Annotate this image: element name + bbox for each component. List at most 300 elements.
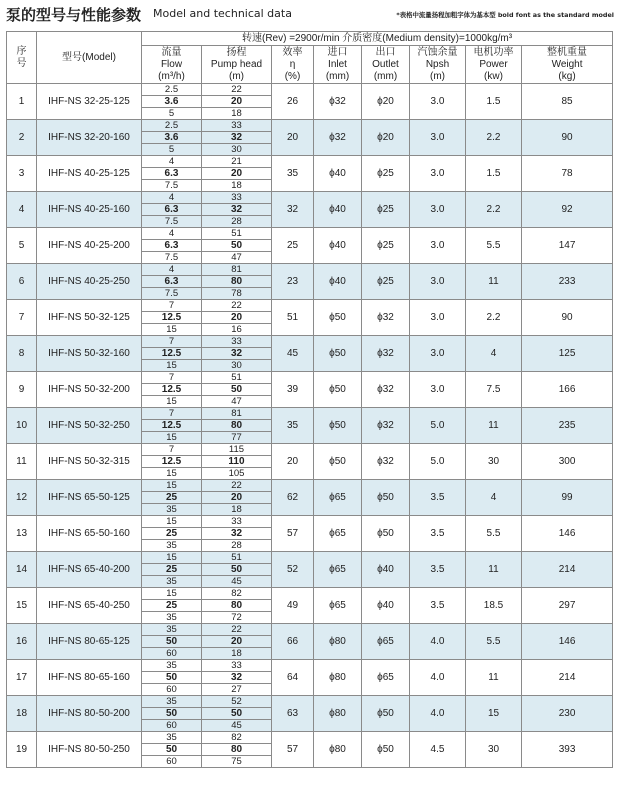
weight-cell: 235 — [522, 408, 613, 444]
col-head-header: 扬程 Pump head (m) — [202, 46, 272, 84]
outlet-cell: ϕ65 — [362, 624, 410, 660]
outlet-cell: ϕ25 — [362, 192, 410, 228]
weight-cell: 85 — [522, 84, 613, 120]
outlet-cell: ϕ32 — [362, 408, 410, 444]
flow-cell: 3.6 — [142, 132, 202, 144]
table-row — [7, 660, 613, 672]
npsh-cell: 5.0 — [410, 408, 466, 444]
col-model-header: 型号(Model) — [37, 32, 142, 84]
head-cell: 18 — [202, 108, 272, 120]
weight-cell: 147 — [522, 228, 613, 264]
power-cell: 7.5 — [466, 372, 522, 408]
head-cell: 22 — [202, 480, 272, 492]
head-cell: 20 — [202, 312, 272, 324]
table-row — [7, 408, 613, 420]
flow-cell: 2.5 — [142, 120, 202, 132]
flow-cell: 7 — [142, 336, 202, 348]
flow-cell: 25 — [142, 600, 202, 612]
npsh-cell: 4.5 — [410, 732, 466, 768]
weight-cell: 92 — [522, 192, 613, 228]
flow-cell: 15 — [142, 396, 202, 408]
flow-cell: 15 — [142, 588, 202, 600]
npsh-cell: 3.0 — [410, 120, 466, 156]
col-flow-header: 流量 Flow (m³/h) — [142, 46, 202, 84]
flow-cell: 4 — [142, 192, 202, 204]
table-row — [7, 228, 613, 240]
inlet-cell: ϕ65 — [314, 480, 362, 516]
pump-row-group — [7, 516, 613, 552]
flow-cell: 6.3 — [142, 168, 202, 180]
head-cell: 51 — [202, 228, 272, 240]
weight-cell: 230 — [522, 696, 613, 732]
row-number-cell: 3 — [7, 156, 37, 192]
table-header — [7, 32, 613, 84]
power-cell: 15 — [466, 696, 522, 732]
row-number-cell: 2 — [7, 120, 37, 156]
npsh-cell: 4.0 — [410, 624, 466, 660]
flow-cell: 25 — [142, 492, 202, 504]
head-cell: 32 — [202, 528, 272, 540]
npsh-cell: 3.0 — [410, 84, 466, 120]
flow-cell: 50 — [142, 708, 202, 720]
flow-cell: 60 — [142, 756, 202, 768]
flow-cell: 60 — [142, 720, 202, 732]
head-cell: 110 — [202, 456, 272, 468]
head-cell: 22 — [202, 624, 272, 636]
outlet-cell: ϕ40 — [362, 552, 410, 588]
pump-row-group — [7, 660, 613, 696]
pump-row-group — [7, 84, 613, 120]
head-cell: 30 — [202, 360, 272, 372]
npsh-cell: 3.5 — [410, 552, 466, 588]
pump-row-group — [7, 264, 613, 300]
table-row — [7, 696, 613, 708]
npsh-cell: 3.0 — [410, 192, 466, 228]
flow-cell: 5 — [142, 144, 202, 156]
power-cell: 11 — [466, 264, 522, 300]
pump-row-group — [7, 120, 613, 156]
efficiency-cell: 32 — [272, 192, 314, 228]
head-cell: 77 — [202, 432, 272, 444]
power-cell: 5.5 — [466, 516, 522, 552]
row-number-cell: 5 — [7, 228, 37, 264]
efficiency-cell: 26 — [272, 84, 314, 120]
power-cell: 5.5 — [466, 624, 522, 660]
efficiency-cell: 57 — [272, 732, 314, 768]
efficiency-cell: 57 — [272, 516, 314, 552]
model-cell: IHF-NS 40-25-125 — [37, 156, 142, 192]
table-row — [7, 444, 613, 456]
head-cell: 20 — [202, 96, 272, 108]
flow-cell: 60 — [142, 684, 202, 696]
flow-cell: 7 — [142, 444, 202, 456]
head-cell: 18 — [202, 180, 272, 192]
flow-cell: 50 — [142, 672, 202, 684]
row-number-cell: 15 — [7, 588, 37, 624]
efficiency-cell: 63 — [272, 696, 314, 732]
head-cell: 45 — [202, 576, 272, 588]
inlet-cell: ϕ50 — [314, 336, 362, 372]
page-subtitle: Model and technical data — [153, 7, 292, 20]
col-efficiency-header: 效率 η (%) — [272, 46, 314, 84]
outlet-cell: ϕ50 — [362, 480, 410, 516]
flow-cell: 12.5 — [142, 312, 202, 324]
table-row — [7, 624, 613, 636]
head-cell: 51 — [202, 372, 272, 384]
flow-cell: 15 — [142, 360, 202, 372]
pump-row-group — [7, 480, 613, 516]
pump-row-group — [7, 336, 613, 372]
head-cell: 18 — [202, 504, 272, 516]
head-cell: 30 — [202, 144, 272, 156]
efficiency-cell: 62 — [272, 480, 314, 516]
head-cell: 50 — [202, 708, 272, 720]
flow-cell: 3.6 — [142, 96, 202, 108]
flow-cell: 4 — [142, 264, 202, 276]
table-row — [7, 336, 613, 348]
flow-cell: 6.3 — [142, 204, 202, 216]
table-row — [7, 300, 613, 312]
power-cell: 30 — [466, 732, 522, 768]
flow-cell: 35 — [142, 576, 202, 588]
operating-conditions-header: 转速(Rev) =2900r/min 介质密度(Medium density)=1000kg/m³ — [142, 32, 613, 46]
flow-cell: 15 — [142, 324, 202, 336]
model-cell: IHF-NS 50-32-125 — [37, 300, 142, 336]
model-cell: IHF-NS 40-25-200 — [37, 228, 142, 264]
flow-cell: 7.5 — [142, 216, 202, 228]
row-number-cell: 9 — [7, 372, 37, 408]
flow-cell: 50 — [142, 636, 202, 648]
flow-cell: 12.5 — [142, 456, 202, 468]
model-cell: IHF-NS 32-20-160 — [37, 120, 142, 156]
model-cell: IHF-NS 80-65-160 — [37, 660, 142, 696]
head-cell: 78 — [202, 288, 272, 300]
flow-cell: 35 — [142, 540, 202, 552]
outlet-cell: ϕ32 — [362, 300, 410, 336]
flow-cell: 4 — [142, 228, 202, 240]
flow-cell: 35 — [142, 624, 202, 636]
head-cell: 20 — [202, 492, 272, 504]
model-cell: IHF-NS 80-65-125 — [37, 624, 142, 660]
col-weight-header: 整机重量 Weight (kg) — [522, 46, 613, 84]
efficiency-cell: 25 — [272, 228, 314, 264]
pump-row-group — [7, 408, 613, 444]
flow-cell: 6.3 — [142, 276, 202, 288]
pump-row-group — [7, 192, 613, 228]
efficiency-cell: 35 — [272, 408, 314, 444]
weight-cell: 99 — [522, 480, 613, 516]
npsh-cell: 3.0 — [410, 156, 466, 192]
efficiency-cell: 20 — [272, 444, 314, 480]
flow-cell: 35 — [142, 612, 202, 624]
inlet-cell: ϕ65 — [314, 588, 362, 624]
head-cell: 47 — [202, 252, 272, 264]
head-cell: 47 — [202, 396, 272, 408]
npsh-cell: 3.5 — [410, 516, 466, 552]
flow-cell: 12.5 — [142, 384, 202, 396]
head-cell: 32 — [202, 132, 272, 144]
power-cell: 5.5 — [466, 228, 522, 264]
inlet-cell: ϕ40 — [314, 192, 362, 228]
row-number-cell: 17 — [7, 660, 37, 696]
outlet-cell: ϕ25 — [362, 228, 410, 264]
head-cell: 27 — [202, 684, 272, 696]
pump-row-group — [7, 372, 613, 408]
head-cell: 22 — [202, 300, 272, 312]
flow-cell: 15 — [142, 432, 202, 444]
power-cell: 30 — [466, 444, 522, 480]
head-cell: 32 — [202, 672, 272, 684]
head-cell: 22 — [202, 84, 272, 96]
head-cell: 28 — [202, 540, 272, 552]
flow-cell: 15 — [142, 552, 202, 564]
inlet-cell: ϕ40 — [314, 264, 362, 300]
inlet-cell: ϕ50 — [314, 444, 362, 480]
flow-cell: 35 — [142, 504, 202, 516]
weight-cell: 78 — [522, 156, 613, 192]
inlet-cell: ϕ65 — [314, 552, 362, 588]
flow-cell: 15 — [142, 480, 202, 492]
inlet-cell: ϕ80 — [314, 696, 362, 732]
row-number-cell: 12 — [7, 480, 37, 516]
head-cell: 50 — [202, 384, 272, 396]
power-cell: 2.2 — [466, 300, 522, 336]
power-cell: 4 — [466, 480, 522, 516]
head-cell: 52 — [202, 696, 272, 708]
flow-cell: 7.5 — [142, 180, 202, 192]
pump-performance-table — [6, 31, 613, 768]
flow-cell: 7 — [142, 372, 202, 384]
model-cell: IHF-NS 40-25-160 — [37, 192, 142, 228]
page-title: 泵的型号与性能参数 — [6, 6, 142, 24]
row-number-cell: 13 — [7, 516, 37, 552]
efficiency-cell: 35 — [272, 156, 314, 192]
model-cell: IHF-NS 50-32-250 — [37, 408, 142, 444]
head-cell: 33 — [202, 120, 272, 132]
weight-cell: 166 — [522, 372, 613, 408]
weight-cell: 146 — [522, 516, 613, 552]
efficiency-cell: 64 — [272, 660, 314, 696]
power-cell: 1.5 — [466, 156, 522, 192]
head-cell: 28 — [202, 216, 272, 228]
npsh-cell: 3.5 — [410, 480, 466, 516]
table-row — [7, 588, 613, 600]
model-cell: IHF-NS 65-50-125 — [37, 480, 142, 516]
inlet-cell: ϕ40 — [314, 156, 362, 192]
inlet-cell: ϕ80 — [314, 732, 362, 768]
table-row — [7, 84, 613, 96]
model-cell: IHF-NS 50-32-160 — [37, 336, 142, 372]
npsh-cell: 3.5 — [410, 588, 466, 624]
row-number-cell: 1 — [7, 84, 37, 120]
outlet-cell: ϕ32 — [362, 372, 410, 408]
pump-row-group — [7, 552, 613, 588]
weight-cell: 146 — [522, 624, 613, 660]
flow-cell: 2.5 — [142, 84, 202, 96]
outlet-cell: ϕ50 — [362, 516, 410, 552]
head-cell: 32 — [202, 204, 272, 216]
efficiency-cell: 23 — [272, 264, 314, 300]
head-cell: 105 — [202, 468, 272, 480]
flow-cell: 35 — [142, 660, 202, 672]
outlet-cell: ϕ40 — [362, 588, 410, 624]
table-row — [7, 192, 613, 204]
flow-cell: 15 — [142, 516, 202, 528]
power-cell: 18.5 — [466, 588, 522, 624]
head-cell: 75 — [202, 756, 272, 768]
row-number-cell: 19 — [7, 732, 37, 768]
row-number-cell: 10 — [7, 408, 37, 444]
head-cell: 80 — [202, 744, 272, 756]
col-power-header: 电机功率 Power (kw) — [466, 46, 522, 84]
efficiency-cell: 51 — [272, 300, 314, 336]
row-number-cell: 14 — [7, 552, 37, 588]
npsh-cell: 3.0 — [410, 336, 466, 372]
outlet-cell: ϕ32 — [362, 444, 410, 480]
head-cell: 32 — [202, 348, 272, 360]
flow-cell: 12.5 — [142, 420, 202, 432]
outlet-cell: ϕ65 — [362, 660, 410, 696]
weight-cell: 300 — [522, 444, 613, 480]
outlet-cell: ϕ20 — [362, 120, 410, 156]
efficiency-cell: 45 — [272, 336, 314, 372]
pump-row-group — [7, 300, 613, 336]
power-cell: 2.2 — [466, 192, 522, 228]
npsh-cell: 4.0 — [410, 660, 466, 696]
head-cell: 33 — [202, 660, 272, 672]
pump-row-group — [7, 732, 613, 768]
head-cell: 80 — [202, 420, 272, 432]
efficiency-cell: 20 — [272, 120, 314, 156]
outlet-cell: ϕ20 — [362, 84, 410, 120]
npsh-cell: 3.0 — [410, 372, 466, 408]
model-cell: IHF-NS 32-25-125 — [37, 84, 142, 120]
table-row — [7, 156, 613, 168]
efficiency-cell: 49 — [272, 588, 314, 624]
model-cell: IHF-NS 65-50-160 — [37, 516, 142, 552]
outlet-cell: ϕ25 — [362, 156, 410, 192]
bold-font-note: *表格中流量扬程加粗字体为基本型 bold font as the standard model — [396, 11, 614, 19]
row-number-cell: 18 — [7, 696, 37, 732]
head-cell: 45 — [202, 720, 272, 732]
head-cell: 82 — [202, 732, 272, 744]
weight-cell: 90 — [522, 300, 613, 336]
inlet-cell: ϕ50 — [314, 372, 362, 408]
pump-row-group — [7, 588, 613, 624]
pump-row-group — [7, 696, 613, 732]
weight-cell: 393 — [522, 732, 613, 768]
head-cell: 50 — [202, 240, 272, 252]
inlet-cell: ϕ32 — [314, 84, 362, 120]
model-cell: IHF-NS 50-32-200 — [37, 372, 142, 408]
power-cell: 11 — [466, 552, 522, 588]
flow-cell: 5 — [142, 108, 202, 120]
pump-row-group — [7, 156, 613, 192]
row-number-cell: 4 — [7, 192, 37, 228]
model-cell: IHF-NS 65-40-200 — [37, 552, 142, 588]
power-cell: 4 — [466, 336, 522, 372]
outlet-cell: ϕ50 — [362, 696, 410, 732]
inlet-cell: ϕ50 — [314, 300, 362, 336]
flow-cell: 60 — [142, 648, 202, 660]
efficiency-cell: 66 — [272, 624, 314, 660]
head-cell: 81 — [202, 408, 272, 420]
head-cell: 72 — [202, 612, 272, 624]
head-cell: 20 — [202, 168, 272, 180]
outlet-cell: ϕ50 — [362, 732, 410, 768]
flow-cell: 25 — [142, 564, 202, 576]
npsh-cell: 3.0 — [410, 300, 466, 336]
table-row — [7, 552, 613, 564]
head-cell: 80 — [202, 600, 272, 612]
flow-cell: 12.5 — [142, 348, 202, 360]
flow-cell: 50 — [142, 744, 202, 756]
weight-cell: 125 — [522, 336, 613, 372]
model-cell: IHF-NS 80-50-250 — [37, 732, 142, 768]
efficiency-cell: 52 — [272, 552, 314, 588]
table-row — [7, 120, 613, 132]
col-inlet-header: 进口 Inlet (mm) — [314, 46, 362, 84]
head-cell: 20 — [202, 636, 272, 648]
pump-row-group — [7, 624, 613, 660]
head-cell: 33 — [202, 516, 272, 528]
col-outlet-header: 出口 Outlet (mm) — [362, 46, 410, 84]
flow-cell: 35 — [142, 732, 202, 744]
head-cell: 51 — [202, 552, 272, 564]
head-cell: 33 — [202, 336, 272, 348]
model-cell: IHF-NS 80-50-200 — [37, 696, 142, 732]
weight-cell: 90 — [522, 120, 613, 156]
flow-cell: 7.5 — [142, 252, 202, 264]
flow-cell: 35 — [142, 696, 202, 708]
col-no-header: 序 号 — [7, 32, 37, 84]
power-cell: 11 — [466, 660, 522, 696]
head-cell: 82 — [202, 588, 272, 600]
table-row — [7, 732, 613, 744]
npsh-cell: 3.0 — [410, 228, 466, 264]
weight-cell: 297 — [522, 588, 613, 624]
outlet-cell: ϕ25 — [362, 264, 410, 300]
head-cell: 80 — [202, 276, 272, 288]
outlet-cell: ϕ32 — [362, 336, 410, 372]
inlet-cell: ϕ40 — [314, 228, 362, 264]
inlet-cell: ϕ80 — [314, 624, 362, 660]
row-number-cell: 11 — [7, 444, 37, 480]
inlet-cell: ϕ32 — [314, 120, 362, 156]
flow-cell: 25 — [142, 528, 202, 540]
model-cell: IHF-NS 40-25-250 — [37, 264, 142, 300]
head-cell: 21 — [202, 156, 272, 168]
head-cell: 81 — [202, 264, 272, 276]
row-number-cell: 6 — [7, 264, 37, 300]
head-cell: 50 — [202, 564, 272, 576]
table-row — [7, 372, 613, 384]
table-row — [7, 516, 613, 528]
flow-cell: 7 — [142, 408, 202, 420]
power-cell: 2.2 — [466, 120, 522, 156]
row-number-cell: 7 — [7, 300, 37, 336]
row-number-cell: 16 — [7, 624, 37, 660]
npsh-cell: 4.0 — [410, 696, 466, 732]
weight-cell: 214 — [522, 552, 613, 588]
flow-cell: 4 — [142, 156, 202, 168]
head-cell: 33 — [202, 192, 272, 204]
npsh-cell: 3.0 — [410, 264, 466, 300]
flow-cell: 15 — [142, 468, 202, 480]
power-cell: 1.5 — [466, 84, 522, 120]
inlet-cell: ϕ80 — [314, 660, 362, 696]
model-cell: IHF-NS 50-32-315 — [37, 444, 142, 480]
